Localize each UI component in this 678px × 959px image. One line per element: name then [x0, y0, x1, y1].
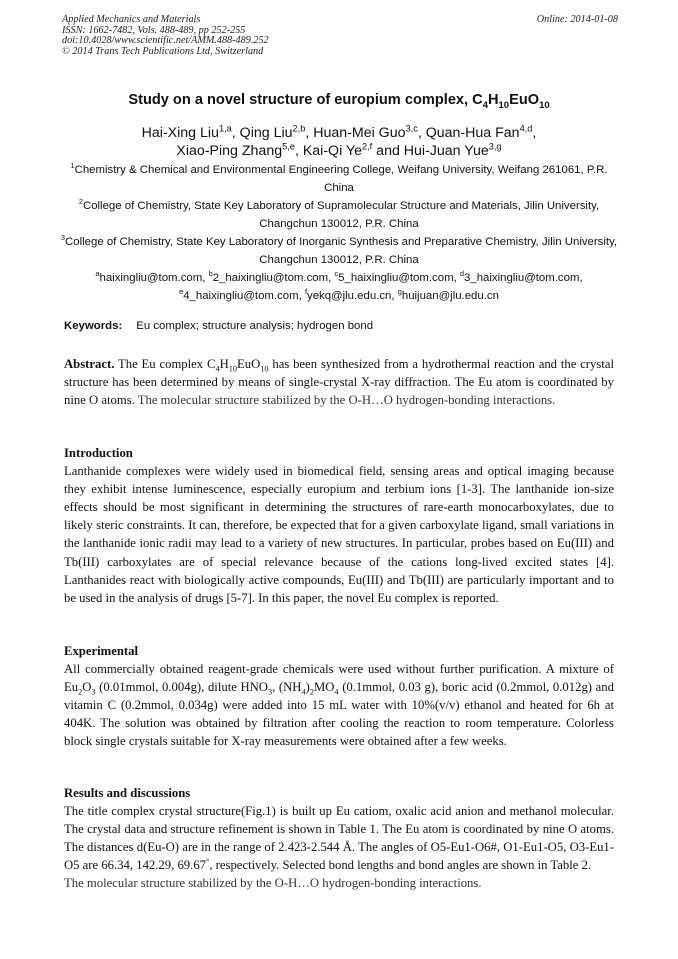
online-date: Online: 2014-01-08 [536, 14, 618, 25]
author-name: Xiao-Ping Zhang [176, 143, 283, 159]
introduction-paragraph: Lanthanide complexes were widely used in biomedical field, sensing areas and optical imaging because they exhibit intense luminescence, especially europium and terbium ions [1-3]. The lanthanide ion-size effects should be most significant in determining the structures of rare-earth monocarboxylates, due to likely steric constraints. It can, therefore, be expected that for a given carboxylate ligand, small variations in the lanthanide ionic radii may lead to a variety of new structures. In particular, probes based on Eu(III) and Tb(III) carboxylates are of special relevance because of the cations long-lived excited states [4]. Lanthanides react with biologically active compounds, Eu(III) and Tb(III) are particularly important and to be used in the analysis of drugs [5-7]. In this paper, the novel Eu complex is reported. [64, 464, 614, 605]
author-list [60, 124, 618, 160]
affiliation-2: $^2$College of Chemistry, State Key Laboratory of Supramolecular Structure and Materials, Jilin University, Changchun 130012, P.R. China [78, 197, 600, 230]
affiliation-1: $^1$Chemistry & Chemical and Environmental Engineering College, Weifang University, Weifang 261061, P.R. China [70, 161, 608, 194]
email-link[interactable]: 5_haixingliu@tom.com [338, 272, 454, 284]
email-link[interactable]: 3_haixingliu@tom.com [464, 272, 580, 284]
keywords-text: Eu complex; structure analysis; hydrogen bond [136, 320, 374, 332]
author-name: Huan-Mei Guo [313, 125, 406, 141]
abstract: Abstract. The Eu complex $C_4H_{10}EuO_{10}$ has been synthesized from a hydrothermal reaction and the crystal structure has been determined by means of single-crystal X-ray diffraction. The Eu atom is coordinated by nine O atoms. The molecular structure stabilized by the O-H…O hydrogen-bonding interactions. [64, 357, 614, 408]
email-line-1: $^a$haixingliu@tom.com, $^b$2_haixingliu@tom.com, $^c$5_haixingliu@tom.com, $^d$3_haixingliu@tom.com, [95, 269, 583, 284]
author-name: Hui-Juan Yue [403, 143, 489, 159]
email-link[interactable]: 4_haixingliu@tom.com [183, 290, 299, 302]
affiliation-3: $^3$College of Chemistry, State Key Laboratory of Inorganic Synthesis and Preparative Chemistry, Jilin University, Changchun 130012, P.R. China [60, 233, 618, 266]
author-name: Hai-Xing Liu [141, 125, 219, 141]
keywords-label: Keywords: [64, 320, 123, 332]
experimental-section [64, 642, 614, 751]
keywords [64, 320, 614, 332]
section-heading: Introduction [64, 446, 133, 460]
author-line-1: Hai-Xing Liu$^{1,a}$, Qing Liu$^{2,b}$, Huan-Mei Guo$^{3,c}$, Quan-Hua Fan$^{4,d}$, [141, 123, 537, 141]
email-link[interactable]: 2_haixingliu@tom.com [212, 272, 329, 284]
journal-header [62, 15, 618, 57]
section-heading: Experimental [64, 644, 139, 658]
results-paragraph-2: The molecular structure stabilized by the O-H…O hydrogen-bonding interactions. [64, 876, 482, 891]
email-line-2: $^e$4_haixingliu@tom.com, $^f$yekq@jlu.edu.cn, $^g$huijuan@jlu.edu.cn [179, 287, 499, 302]
results-section [64, 784, 614, 893]
issn: ISSN: 1662-7482, Vols. 488-489, pp 252-255 [62, 24, 246, 36]
results-paragraph: The title complex crystal structure(Fig.1) is built up Eu catiom, oxalic acid anion and methanol molecular. The crystal data and structure refinement is shown in Table 1. The Eu atom is coordinated by nine O atoms. The distances d(Eu-O) are in the range of 2.423-2.544 Å. The angles of O5-Eu1-O6#, O1-Eu1-O5, O3-Eu1-O5 are 66.34, 142.29, 69.67°, respectively. Selected bond lengths and bond angles are shown in Table 2. [64, 804, 614, 873]
email-link[interactable]: yekq@jlu.edu.cn [307, 290, 392, 302]
journal-name: Applied Mechanics and Materials [62, 14, 201, 25]
experimental-paragraph: All commercially obtained reagent-grade chemicals were used without further purification. A mixture of $Eu_2O_3$ (0.01mmol, 0.004g), dilute $HNO_3$, $(NH_4)_2MO_4$ (0.1mmol, 0.03 g), boric acid (0.2mmol, 0.012g) and vitamin C (0.2mmol, 0.034g) were added into 15 mL water with 10%(v/v) ethanol and heated for 6h at 404K. The solution was obtained by filtration after cooling the reaction to room temperature. Colorless block single crystals suitable for X-ray measurements were obtained after a few weeks. [64, 662, 614, 749]
doi: doi:10.4028/www.scientific.net/AMM.488-489.252 [62, 35, 269, 47]
author-name: Qing Liu [239, 125, 293, 141]
section-heading: Results and discussions [64, 786, 191, 800]
author-name: Kai-Qi Ye [302, 143, 362, 159]
author-line-2: Xiao-Ping Zhang$^{5,e}$, Kai-Qi Ye$^{2,f}$ and Hui-Juan Yue$^{3,g}$ [176, 141, 502, 159]
affiliations [56, 161, 622, 305]
paper-title: Study on a novel structure of europium complex, $C_4H_{10}EuO_{10}$ [128, 92, 550, 111]
copyright: © 2014 Trans Tech Publications Ltd, Switzerland [62, 45, 264, 57]
author-name: Quan-Hua Fan [425, 125, 520, 141]
abstract-label: Abstract. [64, 357, 115, 371]
introduction-section [64, 444, 614, 607]
email-link[interactable]: haixingliu@tom.com [99, 272, 203, 284]
email-link[interactable]: huijuan@jlu.edu.cn [401, 290, 499, 302]
